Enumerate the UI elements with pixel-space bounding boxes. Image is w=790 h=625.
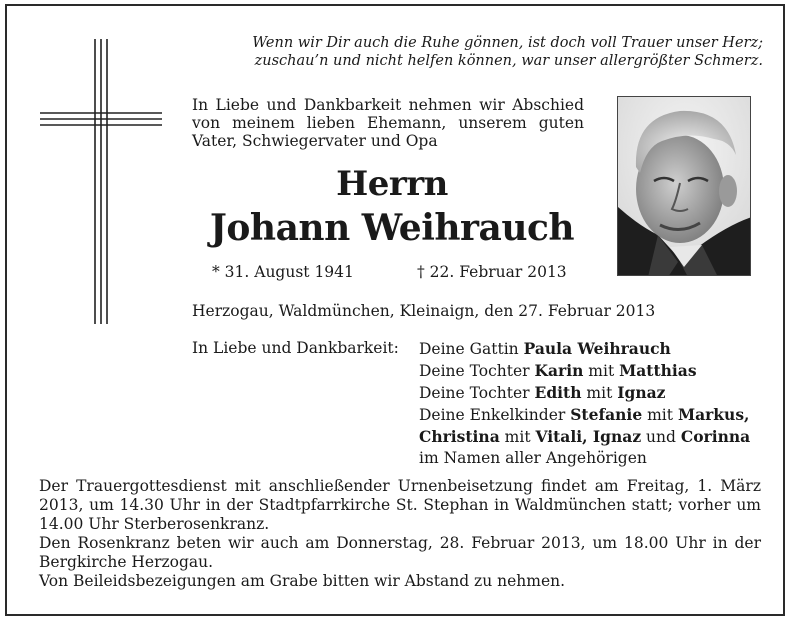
mourner-line	[419, 338, 769, 360]
mourner-name: Christina	[419, 427, 500, 446]
mourner-name: Ignaz	[617, 383, 666, 402]
connector-text: mit	[642, 406, 678, 424]
connector-text: mit	[583, 362, 620, 380]
salutation: Herrn	[336, 164, 448, 204]
mourner-name: Corinna	[680, 427, 751, 446]
connector-text: mit	[581, 384, 618, 402]
relation-text: Deine Tochter	[419, 384, 535, 402]
connector-text: und	[641, 428, 681, 446]
mourner-line	[419, 426, 769, 448]
mourner-name: Matthias	[619, 361, 697, 380]
mourner-name: Stefanie	[570, 405, 643, 424]
farewell-intro: In Liebe und Dankbarkeit nehmen wir Abschied von meinem lieben Ehemann, unserem guten Vater, Schwiegervater und Opa	[192, 96, 584, 150]
mourner-line	[419, 360, 769, 382]
mourner-name: Karin	[534, 361, 584, 380]
portrait-photo	[617, 96, 751, 276]
mourner-name: Markus,	[677, 405, 750, 424]
rosary-text: Den Rosenkranz beten wir auch am Donnerstag, 28. Februar 2013, um 18.00 Uhr in der Bergkirche Herzogau.	[39, 534, 761, 571]
memorial-verse	[252, 34, 763, 70]
relation-text: Deine Gattin	[419, 340, 524, 358]
place-and-date: Herzogau, Waldmünchen, Kleinaign, den 27. Februar 2013	[192, 302, 656, 320]
death-date: † 22. Februar 2013	[417, 263, 567, 281]
birth-date: * 31. August 1941	[212, 263, 354, 281]
mourner-name: Paula Weihrauch	[523, 339, 671, 358]
verse-line-2: zuschau’n und nicht helfen können, war unser allergrößter Schmerz.	[254, 53, 763, 69]
deceased-name: Johann Weihrauch	[209, 207, 575, 249]
mourner-name: Vitali, Ignaz	[535, 427, 642, 446]
mourner-name: Edith	[534, 383, 582, 402]
connector-text: mit	[499, 428, 536, 446]
mourner-line	[419, 404, 769, 426]
mourner-line	[419, 382, 769, 404]
condolence-request-text: Von Beileidsbezeigungen am Grabe bitten wir Abstand zu nehmen.	[39, 572, 566, 590]
obituary-notice	[5, 4, 785, 616]
relation-text: Deine Tochter	[419, 362, 535, 380]
service-information	[39, 477, 761, 591]
mourner-line: im Namen aller Angehörigen	[419, 449, 647, 467]
cross-icon	[40, 39, 162, 324]
verse-line-1: Wenn wir Dir auch die Ruhe gönnen, ist doch voll Trauer unser Herz;	[252, 35, 763, 51]
funeral-service-text: Der Trauergottesdienst mit anschließender Urnenbeisetzung findet am Freitag, 1. März 2013, um 14.30 Uhr in der Stadtpfarrkirche St. Stephan in Waldmünchen statt; vorher um 14.00 Uhr Sterberosenkranz.	[39, 477, 761, 533]
mourners-label: In Liebe und Dankbarkeit:	[192, 339, 399, 357]
relation-text: Deine Enkelkinder	[419, 406, 571, 424]
mourners-list	[419, 338, 769, 469]
